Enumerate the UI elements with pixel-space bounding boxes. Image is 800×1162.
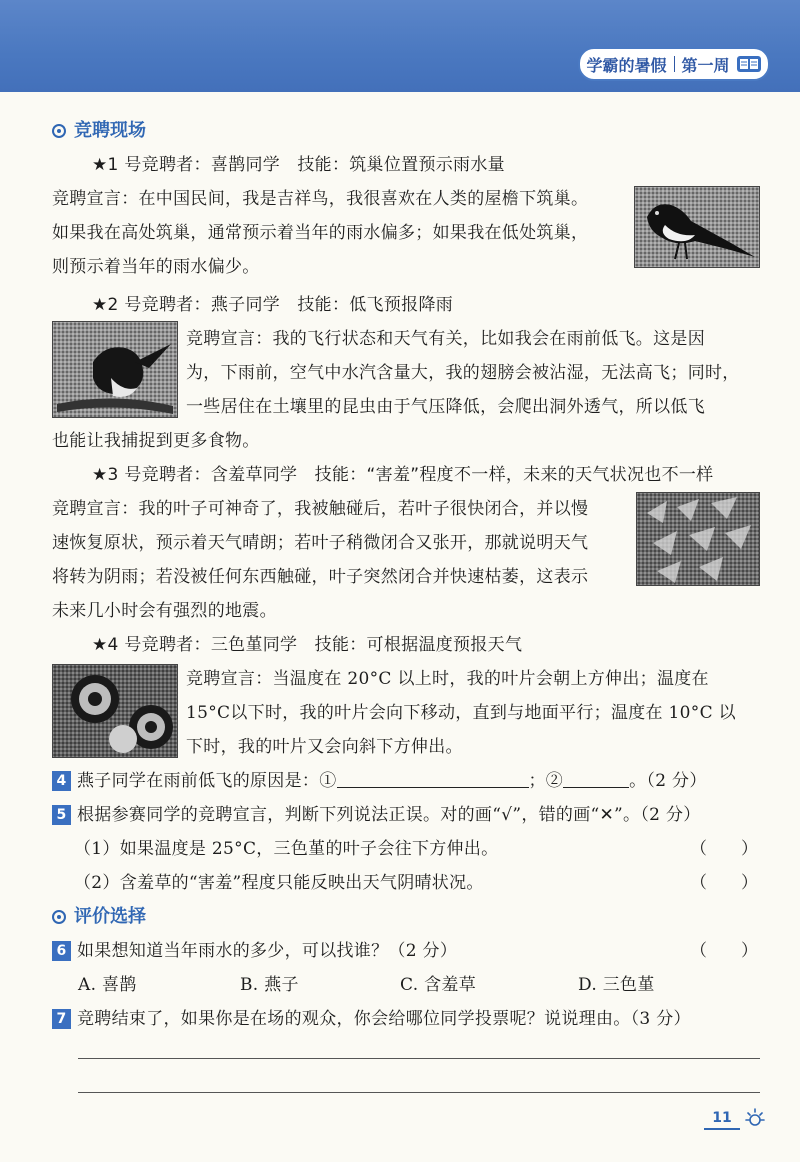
title-separator	[674, 56, 675, 72]
question-4-mid: ；②	[528, 771, 564, 791]
answer-line-1[interactable]	[78, 1058, 760, 1059]
candidate-1-heading: ★1 号竞聘者：喜鹊同学 技能：筑巢位置预示雨水量	[92, 155, 505, 175]
ring-bullet-icon	[52, 910, 66, 924]
pansy-flower-icon	[53, 665, 177, 757]
book-title: 学霸的暑假	[586, 55, 667, 75]
question-4-text: 燕子同学在雨前低飞的原因是：①	[77, 771, 337, 791]
candidate-2-heading: ★2 号竞聘者：燕子同学 技能：低飞预报降雨	[92, 295, 454, 315]
question-6-option-c[interactable]: C. 含羞草	[400, 975, 477, 995]
question-7	[52, 1004, 691, 1029]
ring-bullet-icon	[52, 124, 66, 138]
question-6-option-b[interactable]: B. 燕子	[240, 975, 299, 995]
candidate-2-line-1: 竞聘宣言：我的飞行状态和天气有关，比如我会在雨前低飞。这是因	[186, 329, 705, 349]
sun-icon	[743, 1107, 767, 1131]
mimosa-photo	[636, 492, 760, 586]
candidate-1-line-1: 竞聘宣言：在中国民间，我是吉祥鸟，我很喜欢在人类的屋檐下筑巢。	[52, 189, 589, 209]
candidate-3-line-3: 将转为阴雨；若没被任何东西触碰，叶子突然闭合并快速枯萎，这表示	[52, 567, 589, 587]
candidate-3-heading: ★3 号竞聘者：含羞草同学 技能：“害羞”程度不一样，未来的天气状况也不一样	[92, 465, 714, 485]
question-5-number: 5	[52, 805, 71, 825]
candidate-3-line-1: 竞聘宣言：我的叶子可神奇了，我被触碰后，若叶子很快闭合，并以慢	[52, 499, 589, 519]
book-icon	[736, 55, 762, 73]
candidate-4-line-3: 下时，我的叶片又会向斜下方伸出。	[186, 737, 463, 757]
candidate-3-line-4: 未来几小时会有强烈的地震。	[52, 601, 277, 621]
section-title-text: 竞聘现场	[74, 120, 146, 141]
question-4-number: 4	[52, 771, 71, 791]
question-5-text: 根据参赛同学的竞聘宣言，判断下列说法正误。对的画“√”，错的画“✕”。（2 分）	[77, 805, 701, 825]
question-6-option-d[interactable]: D. 三色堇	[578, 975, 655, 995]
magpie-photo	[634, 186, 760, 268]
question-6-text: 如果想知道当年雨水的多少，可以找谁？（2 分）	[77, 941, 458, 961]
question-5-item-1: （1）如果温度是 25°C，三色堇的叶子会往下方伸出。	[74, 839, 499, 859]
book-title-badge	[578, 47, 770, 81]
question-4-tail: 。（2 分）	[629, 771, 707, 791]
question-6-number: 6	[52, 941, 71, 961]
candidate-1-line-2: 如果我在高处筑巢，通常预示着当年的雨水偏多；如果我在低处筑巢，	[52, 223, 589, 243]
section-title-text: 评价选择	[74, 906, 146, 927]
question-4-blank-1[interactable]	[337, 773, 529, 788]
question-5-item-2-answer[interactable]: （ ）	[690, 873, 758, 893]
question-6-answer[interactable]: （ ）	[690, 941, 758, 961]
candidate-3-line-2: 速恢复原状，预示着天气晴朗；若叶子稍微闭合又张开，那就说明天气	[52, 533, 589, 553]
question-4	[52, 766, 707, 791]
question-6-option-a[interactable]: A. 喜鹊	[78, 975, 137, 995]
answer-line-2[interactable]	[78, 1092, 760, 1093]
question-7-number: 7	[52, 1009, 71, 1029]
candidate-4-line-1: 竞聘宣言：当温度在 20°C 以上时，我的叶片会朝上方伸出；温度在	[186, 669, 709, 689]
mimosa-leaves-icon	[637, 493, 759, 585]
question-6	[52, 936, 457, 961]
candidate-1-line-3: 则预示着当年的雨水偏少。	[52, 257, 260, 277]
pansy-photo	[52, 664, 178, 758]
question-4-blank-2[interactable]	[563, 773, 629, 788]
magpie-icon	[635, 187, 759, 267]
candidate-2-line-3: 一些居住在土壤里的昆虫由于气压降低，会爬出洞外透气，所以低飞	[186, 397, 705, 417]
section-title-evaluation	[52, 902, 146, 928]
question-7-text: 竞聘结束了，如果你是在场的观众，你会给哪位同学投票呢？说说理由。（3 分）	[77, 1009, 691, 1029]
swallow-icon	[53, 322, 177, 417]
swallow-photo	[52, 321, 178, 418]
week-label: 第一周	[681, 55, 730, 75]
question-5-item-1-answer[interactable]: （ ）	[690, 839, 758, 859]
candidate-2-line-2: 为，下雨前，空气中水汽含量大，我的翅膀会被沾湿，无法高飞；同时，	[186, 363, 740, 383]
header-band	[0, 0, 800, 92]
question-5-item-2: （2）含羞草的“害羞”程度只能反映出天气阴晴状况。	[74, 873, 484, 893]
candidate-2-line-4: 也能让我捕捉到更多食物。	[52, 431, 260, 451]
candidate-4-line-2: 15°C以下时，我的叶片会向下移动，直到与地面平行；温度在 10°C 以	[186, 703, 736, 723]
question-5	[52, 800, 701, 825]
page-number: 11	[704, 1110, 740, 1130]
section-title-competition	[52, 116, 146, 142]
candidate-4-heading: ★4 号竞聘者：三色堇同学 技能：可根据温度预报天气	[92, 635, 523, 655]
